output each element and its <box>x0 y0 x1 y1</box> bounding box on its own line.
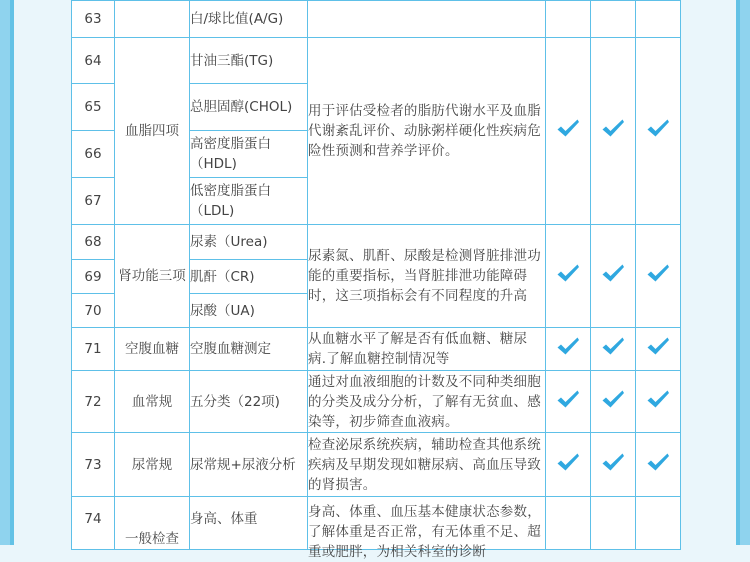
row-number: 70 <box>72 294 115 328</box>
checkmark-icon <box>646 389 670 409</box>
item-name: 肌酐（CR) <box>190 260 308 294</box>
category-cell: 尿常规 <box>115 433 190 497</box>
category-cell: 空腹血糖 <box>115 328 190 371</box>
package-cell <box>591 225 636 328</box>
checkmark-icon <box>646 118 670 138</box>
package-cell <box>636 328 681 371</box>
item-name: 低密度脂蛋白（LDL) <box>190 178 308 225</box>
row-number: 72 <box>72 371 115 433</box>
item-name: 身高、体重 <box>190 497 308 550</box>
item-name: 甘油三酯(TG) <box>190 38 308 84</box>
checkmark-icon <box>556 336 580 356</box>
row-number: 63 <box>72 1 115 38</box>
description-cell <box>308 497 546 560</box>
checkup-items-table <box>71 0 681 560</box>
row-number: 73 <box>72 433 115 497</box>
package-cell <box>636 371 681 433</box>
row-number: 65 <box>72 84 115 131</box>
checkmark-icon <box>601 263 625 283</box>
checkmark-icon <box>556 118 580 138</box>
checkmark-icon <box>601 452 625 472</box>
package-cell <box>546 1 591 38</box>
checkmark-icon <box>601 118 625 138</box>
package-cell <box>636 433 681 497</box>
right-border-strip <box>736 0 750 545</box>
package-cell <box>591 433 636 497</box>
package-cell <box>546 433 591 497</box>
category-cell: 血常规 <box>115 371 190 433</box>
category-cell: 一般检查 <box>115 497 190 550</box>
category-cell: 肾功能三项 <box>115 225 190 328</box>
row-number: 71 <box>72 328 115 371</box>
description-cell: 通过对血液细胞的计数及不同种类细胞的分类及成分分析，了解有无贫血、感染等，初步筛查血液病。 <box>308 371 546 433</box>
item-name: 尿素（Urea) <box>190 225 308 260</box>
category-cell <box>115 1 190 38</box>
package-cell <box>591 328 636 371</box>
left-border-strip <box>0 0 14 545</box>
row-number: 69 <box>72 260 115 294</box>
checkmark-icon <box>601 336 625 356</box>
item-name: 五分类（22项) <box>190 371 308 433</box>
package-cell <box>591 38 636 225</box>
item-name: 总胆固醇(CHOL) <box>190 84 308 131</box>
package-cell <box>636 38 681 225</box>
package-cell <box>546 225 591 328</box>
table-row <box>72 225 681 260</box>
table-row <box>72 433 681 497</box>
checkmark-icon <box>556 389 580 409</box>
item-name: 高密度脂蛋白（HDL) <box>190 131 308 178</box>
package-cell <box>636 225 681 328</box>
package-cell <box>546 497 591 550</box>
description-cell: 用于评估受检者的脂肪代谢水平及血脂代谢紊乱评价、动脉粥样硬化性疾病危险性预测和营养学评价。 <box>308 38 546 225</box>
package-cell <box>546 38 591 225</box>
table-row <box>72 328 681 371</box>
package-cell <box>591 497 636 550</box>
description-text: 身高、体重、血压基本健康状态参数，了解体重是否正常，有无体重不足、超重或肥胖，为相关科室的诊断 <box>308 504 541 560</box>
package-cell <box>591 371 636 433</box>
checkmark-icon <box>646 263 670 283</box>
package-cell <box>636 497 681 550</box>
package-cell <box>546 328 591 371</box>
category-cell: 血脂四项 <box>115 38 190 225</box>
description-cell: 尿素氮、肌酐、尿酸是检测肾脏排泄功能的重要指标，当肾脏排泄功能障碍时，这三项指标会有不同程度的升高 <box>308 225 546 328</box>
row-number: 67 <box>72 178 115 225</box>
checkmark-icon <box>556 452 580 472</box>
checkmark-icon <box>646 452 670 472</box>
table-row <box>72 38 681 84</box>
item-name: 空腹血糖测定 <box>190 328 308 371</box>
table-row <box>72 1 681 38</box>
row-number: 74 <box>72 497 115 550</box>
checkmark-icon <box>556 263 580 283</box>
row-number: 68 <box>72 225 115 260</box>
checkmark-icon <box>601 389 625 409</box>
package-cell <box>546 371 591 433</box>
item-name: 尿酸（UA) <box>190 294 308 328</box>
description-cell: 检查泌尿系统疾病，辅助检查其他系统疾病及早期发现如糖尿病、高血压导致的肾损害。 <box>308 433 546 497</box>
description-cell <box>308 1 546 38</box>
package-cell <box>636 1 681 38</box>
package-cell <box>591 1 636 38</box>
checkmark-icon <box>646 336 670 356</box>
item-name: 白/球比值(A/G) <box>190 1 308 38</box>
row-number: 66 <box>72 131 115 178</box>
row-number: 64 <box>72 38 115 84</box>
table-row <box>72 371 681 433</box>
description-cell: 从血糖水平了解是否有低血糖、糖尿病.了解血糖控制情况等 <box>308 328 546 371</box>
table-row <box>72 497 681 550</box>
item-name: 尿常规+尿液分析 <box>190 433 308 497</box>
